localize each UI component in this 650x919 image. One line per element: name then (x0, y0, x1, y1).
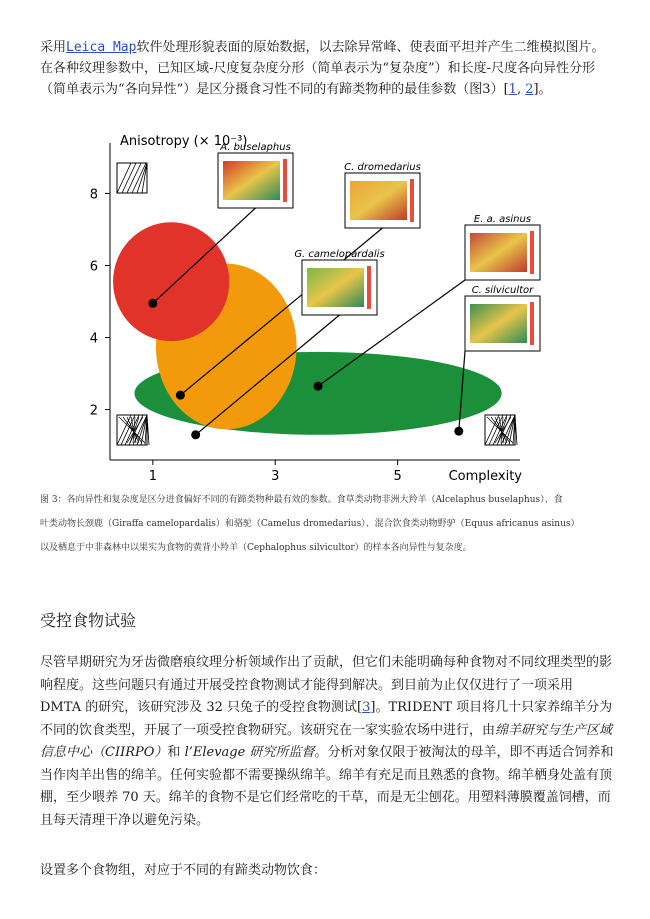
panel-colorbar (410, 179, 414, 222)
specimen-panel-4 (465, 214, 540, 280)
y-tick-label: 8 (89, 187, 98, 203)
low-complexity-texture-icon (117, 415, 149, 445)
x-tick-label: 1 (148, 469, 157, 483)
species-label: A. buselaphus (220, 142, 291, 153)
y-tick-label: 6 (89, 259, 98, 275)
anisotropic-texture-icon (117, 163, 147, 193)
panel-surface (470, 304, 527, 343)
x-tick-label: 5 (393, 469, 402, 483)
leica-map-link[interactable]: Leica Map (66, 40, 137, 55)
reference-link-3[interactable]: 3 (362, 700, 371, 715)
figure-caption-line-1: 图 3：各向异性和复杂度是区分进食偏好不同的有蹄类物种最有效的参数。食草类动物非洲大羚羊（Alcelaphus buselaphus）、食 (40, 495, 563, 505)
data-point-2 (176, 391, 185, 400)
specimen-panel-3 (294, 249, 384, 315)
ciirpo-organisation: 绵羊研究与生产区域信息中心（CIIRPO） (40, 722, 613, 760)
diet-groups-intro: 设置多个食物组，对应于不同的有蹄类动物饮食： (40, 863, 327, 878)
y-axis-label: Anisotropy (× 10⁻³) (120, 134, 248, 149)
figure-caption-line-2: 叶类动物长颈鹿（Giraffa camelopardalis）和骆驼（Camelus dromedarius）、混合饮食类动物野驴（Equus africanus asinus） (40, 519, 580, 529)
specimen-panel-1 (218, 142, 293, 208)
anisotropy-complexity-chart (70, 128, 560, 483)
panel-colorbar (530, 302, 534, 345)
panel-surface (307, 268, 364, 307)
reference-link-1[interactable]: 1 (508, 82, 517, 97)
figure-caption-line-3: 以及栖息于中非森林中以果实为食物的黄背小羚羊（Cephalophus silvicultor）的样本各向异性与复杂度。 (40, 543, 472, 553)
section-paragraph: 尽管早期研究为牙齿微磨痕纹理分析领域作出了贡献，但它们未能明确每种食物对不同纹理类型的影响程度。这些问题只有通过开展受控食物测试才能得到解决。到目前为止仅仅进行了一项采用 DMTA 的研究，该研究涉及 32 只兔子的受控食物测试[3]。TRIDENT 项目将几十只家养绵羊分为不同的饮食类型，开展了一项受控食物研究。该研究在一家实验农场中进行，由绵羊研究与生产区域信息中心（CIIRPO）和 l’Elevage 研究所监督。分析对象仅限于被淘汰的母羊，即不再适合饲养和当作肉羊出售的绵羊。任何实验都不需要操纵绵羊。绵羊有充足而且熟悉的食物。绵羊栖身处盖有顶棚，至少喂养 70 天。绵羊的食物不是它们经常吃的干草，而是无尘刨花。用塑料薄膜覆盖饲槽，而且每天清理干净以避免污染。 (40, 655, 614, 828)
reference-link-2[interactable]: 2 (525, 82, 534, 97)
panel-colorbar (367, 266, 371, 309)
high-complexity-texture-icon (485, 415, 517, 445)
specimen-panel-5 (465, 285, 540, 351)
data-point-5 (454, 427, 463, 436)
section-title: 受控食物试验 (40, 611, 137, 630)
y-tick-label: 4 (89, 331, 98, 347)
species-label: E. a. asinus (473, 214, 532, 225)
y-tick-label: 2 (89, 403, 98, 419)
panel-surface (470, 233, 527, 272)
data-point-1 (148, 299, 157, 308)
intro-paragraph: 采用Leica Map软件处理形貌表面的原始数据，以去除异常峰、使表面平坦并产生二维模拟图片。在各种纹理参数中，已知区域-尺度复杂度分形（简单表示为“复杂度”）和长度-尺度各向异性分形（简单表示为“各向异性”）是区分摄食习性不同的有蹄类物种的最佳参数（图3）[1, 2]。 (40, 40, 605, 97)
species-label: C. dromedarius (344, 162, 421, 173)
panel-surface (350, 181, 407, 220)
species-label: G. camelopardalis (294, 249, 385, 260)
panel-surface (223, 161, 280, 200)
data-point-3 (191, 430, 200, 439)
species-ellipse-3 (113, 222, 229, 341)
panel-colorbar (283, 159, 287, 202)
x-axis-label: Complexity (448, 469, 522, 483)
species-label: C. silvicultor (471, 285, 534, 296)
panel-colorbar (530, 231, 534, 274)
x-tick-label: 3 (271, 469, 280, 483)
data-point-4 (314, 382, 323, 391)
specimen-panel-2 (344, 162, 421, 228)
elevage-institute: l’Elevage 研究所监督 (184, 745, 315, 760)
